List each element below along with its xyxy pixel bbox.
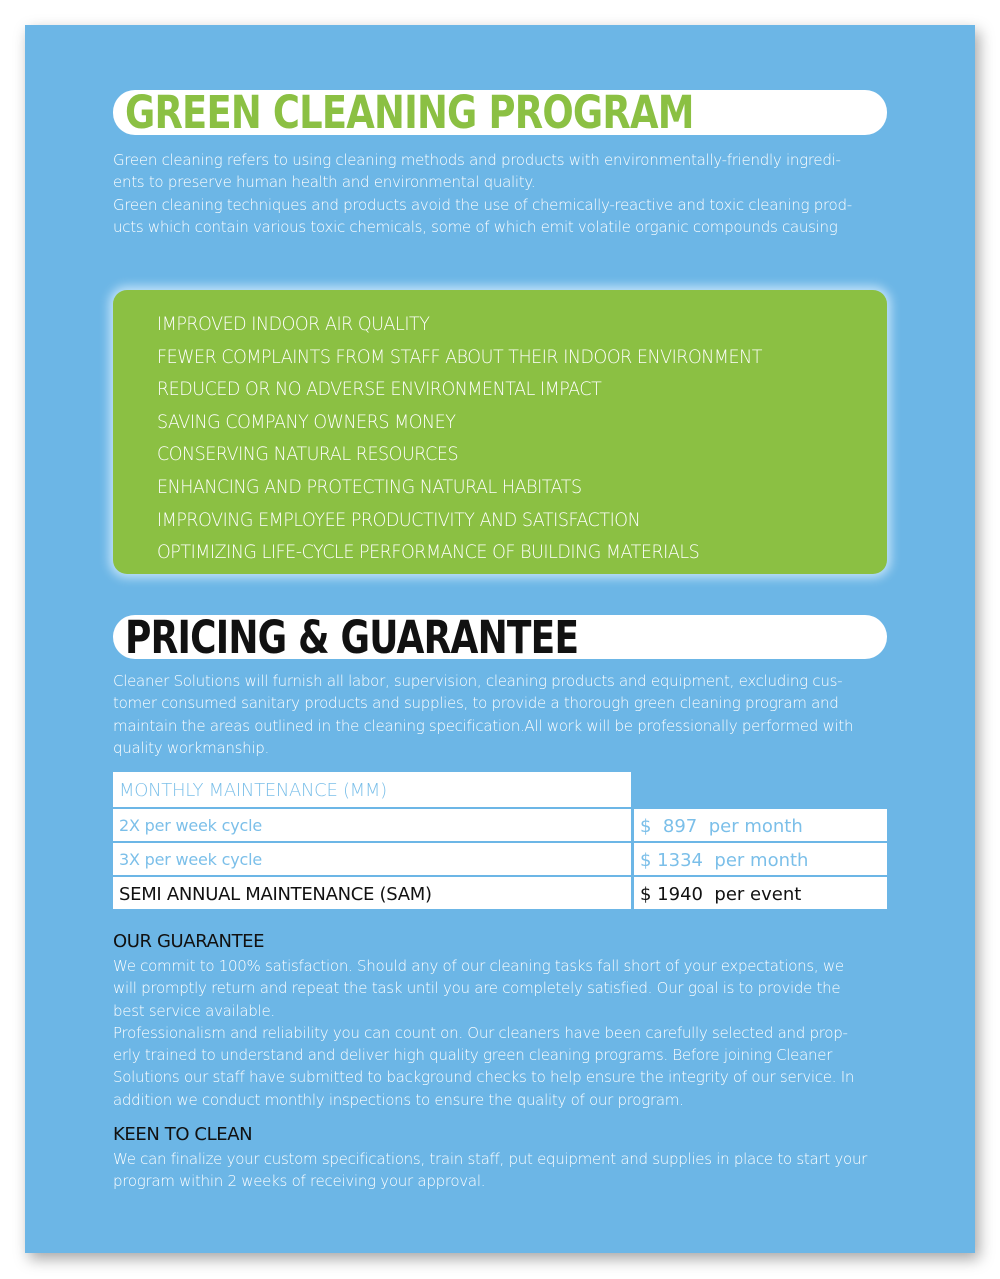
table-row [113, 809, 887, 841]
table-header-row [113, 772, 887, 807]
benefit-item: CONSERVING NATURAL RESOURCES [157, 443, 459, 466]
row-label: 3X per week cycle [113, 843, 631, 875]
pricing-header-pill [113, 615, 887, 659]
brochure-page [25, 25, 975, 1253]
keen-paragraph: We can finalize your custom specifications, train staff, put equipment and supplies in place to start your program within 2 weeks of receiving your approval. [113, 1150, 868, 1191]
benefits-box [113, 290, 887, 574]
row-label: SEMI ANNUAL MAINTENANCE (SAM) [113, 877, 631, 909]
benefit-item: ENHANCING AND PROTECTING NATURAL HABITATS [157, 475, 582, 498]
description-paragraph-1: Green cleaning refers to using cleaning methods and products with environmentally-friendly ingredi-ents to preserve human health and environmental quality. [113, 151, 841, 192]
benefits-list [157, 308, 815, 569]
pricing-guarantee-title: PRICING & GUARANTEE [125, 615, 579, 659]
row-price: $ 897 per month [634, 809, 887, 841]
guarantee-text [113, 955, 870, 1111]
row-label: 2X per week cycle [113, 809, 631, 841]
green-cleaning-description [113, 149, 870, 238]
keen-to-clean-text [113, 1148, 870, 1193]
pricing-intro-paragraph: Cleaner Solutions will furnish all labor, supervision, cleaning products and equipment, excluding cus-tomer consumed sanitary products and supplies, to provide a thorough green cleaning program and maintain the areas outlined in the cleaning specification.All work will be professionally performed with quality workmanship. [113, 672, 854, 757]
benefit-item: FEWER COMPLAINTS FROM STAFF ABOUT THEIR INDOOR ENVIRONMENT [157, 345, 762, 368]
monthly-maintenance-header: MONTHLY MAINTENANCE (MM) [113, 772, 631, 807]
benefit-item: IMPROVED INDOOR AIR QUALITY [157, 313, 430, 335]
row-price: $ 1940 per event [634, 877, 887, 909]
description-paragraph-2: Green cleaning techniques and products avoid the use of chemically-reactive and toxic cleaning prod-ucts which contain various toxic chemicals, some of which emit volatile organic compounds causing [113, 195, 852, 236]
green-cleaning-title: GREEN CLEANING PROGRAM [125, 90, 694, 135]
benefit-item: SAVING COMPANY OWNERS MONEY [157, 410, 456, 433]
benefit-item: IMPROVING EMPLOYEE PRODUCTIVITY AND SATISFACTION [157, 508, 641, 531]
row-price: $ 1334 per month [634, 843, 887, 875]
guarantee-paragraph-2: Professionalism and reliability you can count on. Our cleaners have been carefully selected and prop-erly trained to understand and deliver high quality green cleaning programs. Before joining Cleaner Solutions our staff have submitted to background checks to help ensure the integrity of our service. In addition we conduct monthly inspections to ensure the quality of our program. [113, 1023, 855, 1109]
our-guarantee-heading: OUR GUARANTEE [113, 931, 265, 952]
benefit-item: OPTIMIZING LIFE-CYCLE PERFORMANCE OF BUILDING MATERIALS [157, 541, 700, 564]
keen-to-clean-heading: KEEN TO CLEAN [113, 1124, 253, 1145]
guarantee-paragraph-1: We commit to 100% satisfaction. Should any of our cleaning tasks fall short of your expectations, we will promptly return and repeat the task until you are completely satisfied. Our goal is to provide the best service available. [113, 957, 844, 1020]
pricing-intro [113, 670, 870, 759]
benefit-item: REDUCED OR NO ADVERSE ENVIRONMENTAL IMPACT [157, 378, 602, 401]
table-row [113, 877, 887, 909]
green-cleaning-header-pill [113, 90, 887, 135]
table-row [113, 843, 887, 875]
